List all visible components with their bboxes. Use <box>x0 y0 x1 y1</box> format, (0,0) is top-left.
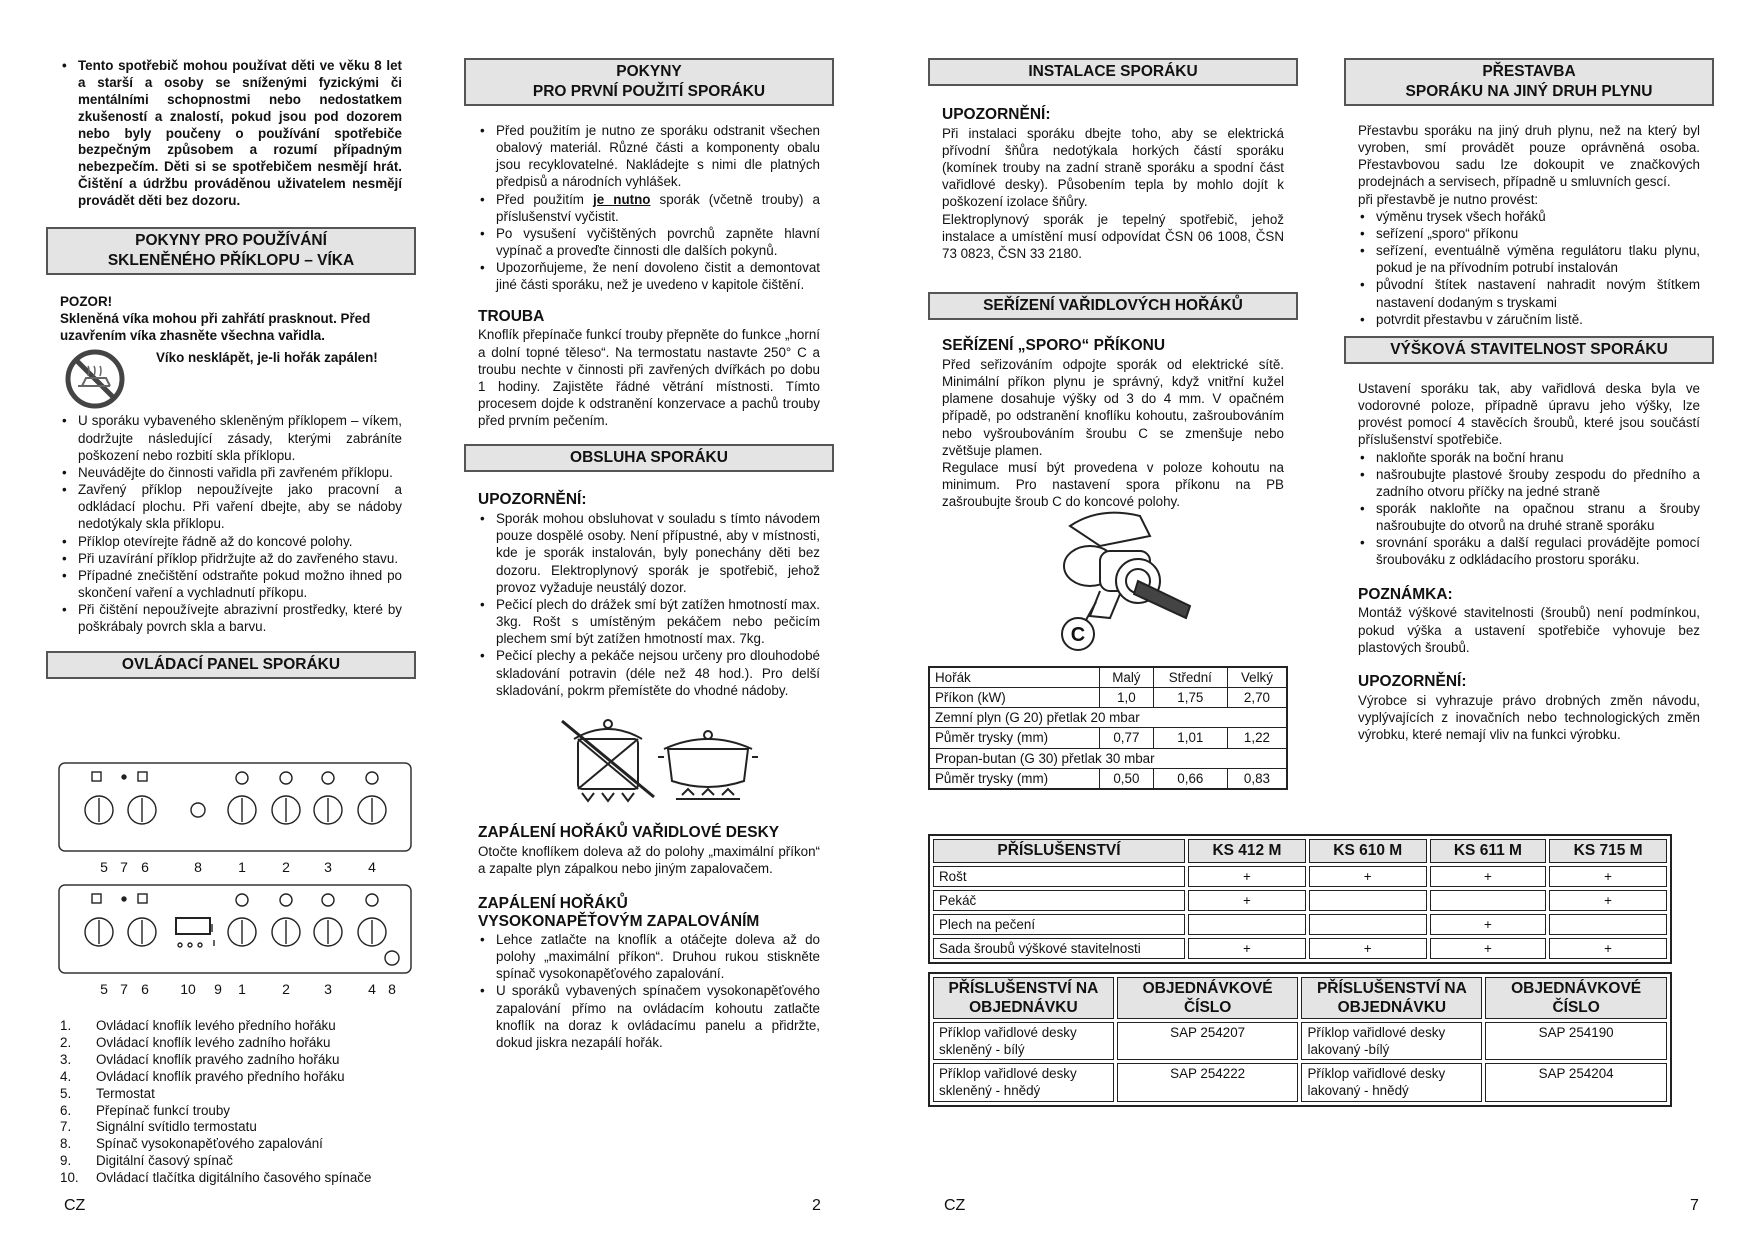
header-line: PŘESTAVBA <box>1482 63 1576 80</box>
list-item: • Při uzavírání příklop přidržujte až do zavřeného stavu. <box>78 550 402 567</box>
panel-label: 2 <box>282 859 290 875</box>
pot-on-burner-illustration <box>478 711 820 803</box>
vn-zapaleni-title: ZAPÁLENÍ HOŘÁKŮ VYSOKONAPĚŤOVÝM ZAPALOVÁNÍM <box>478 895 760 931</box>
legend-item: 9. Digitální časový spínač <box>60 1153 233 1169</box>
header-line: POKYNY PRO POUŽÍVÁNÍ <box>135 232 327 250</box>
table-header-cell: OBJEDNÁVKOVÉ ČÍSLO <box>1117 977 1299 1019</box>
list-item: • Neuvádějte do činnosti vařidla při zavřeném příklopu. <box>78 464 402 481</box>
legend-item: 7. Signální svítidlo termostatu <box>60 1119 257 1135</box>
panel-label: 4 <box>368 981 376 997</box>
table-cell: 1,01 <box>1153 728 1227 748</box>
legend-item: 3. Ovládací knoflík pravého zadního hořáku <box>60 1051 340 1067</box>
legend-item: 8. Spínač vysokonapěťového zapalování <box>60 1136 323 1152</box>
panel-label: 9 <box>214 981 222 997</box>
zapaleni-title: ZAPÁLENÍ HOŘÁKŮ VAŘIDLOVÉ DESKY <box>478 823 780 841</box>
table-cell: + <box>1309 938 1427 959</box>
header-line: PRO PRVNÍ POUŽITÍ SPORÁKU <box>532 83 766 100</box>
upozorneni-text: Výrobce si vyhrazuje právo drobných změn návodu, vyplývajících z inovačních nebo technologických změn výrobku, které nemají vliv na funkci výrobku. <box>1358 692 1700 743</box>
table-cell: + <box>1188 938 1306 959</box>
sporo-text-2: Regulace musí být provedena v poloze kohoutu na minimum. Pro nastavení spora příkonu na PB zašroubujte šroub C do koncové polohy. <box>942 459 1284 510</box>
table-row <box>929 748 1287 768</box>
header-line: SKLENĚNÉHO PŘÍKLOPU – VÍKA <box>107 252 355 270</box>
table-cell: + <box>1430 938 1547 959</box>
upozorneni-title: UPOZORNĚNÍ: <box>1358 672 1467 690</box>
table-row <box>929 688 1287 708</box>
table-header-cell: KS 715 M <box>1549 839 1667 863</box>
table-cell: SAP 254190 <box>1485 1022 1667 1060</box>
panel-label: 1 <box>238 859 246 875</box>
vn-zapaleni-list <box>478 931 820 1051</box>
table-cell <box>1188 914 1306 935</box>
control-panel-diagram-1 <box>56 760 416 875</box>
header-line: SPORÁKU NA JINÝ DRUH PLYNU <box>1405 83 1653 100</box>
prestavba-list <box>1358 208 1700 328</box>
instalace-text-1: Při instalaci sporáku dbejte toho, aby se elektrická přívodní šňůra nedotýkala horkých částí sporáku (komínek trouby na zadní straně sporáku a spodní část vařidlové desky). Působením tepla by mohlo dojít k poškození izolace šňůry. <box>942 125 1284 210</box>
table-row <box>929 667 1287 688</box>
legend-item: 6. Přepínač funkcí trouby <box>60 1102 230 1118</box>
list-item: • výměnu trysek všech hořáků <box>1376 208 1700 225</box>
upozorneni-title: UPOZORNĚNÍ: <box>478 491 587 509</box>
panel-label: 8 <box>388 981 396 997</box>
list-item: • seřízení „sporo“ příkonu <box>1376 225 1700 242</box>
table-cell: Půměr trysky (mm) <box>929 768 1100 789</box>
list-item: • Lehce zatlačte na knoflík a otáčejte doleva až do polohy „maximální příkon“. Druhou rukou stiskněte spínač vysokonapěťového zapalování. <box>496 931 820 982</box>
list-item: • U sporáku vybaveného skleněným příklopem – víkem, dodržujte následující zásady, kterými zabráníte poškození nebo rozbití skla příklopu. <box>78 412 402 463</box>
legend-item: 10. Ovládací tlačítka digitálního časového spínače <box>60 1170 372 1186</box>
obsluha-header: OBSLUHA SPORÁKU <box>464 444 834 472</box>
table-cell: Malý <box>1100 667 1154 688</box>
sporo-text-1: Před seřizováním odpojte sporák od elektrické sítě. Minimální příkon plynu je správný, když vnitřní kužel plamene dosahuje výšky od 3 do 4 mm. V opačném případě, po odstranění knoflíku kohoutu, zašroubováním nebo vyšroubováním šroubu C se zmenšuje nebo zvětšuje plamen. <box>942 356 1284 458</box>
panel-label: 4 <box>368 859 376 875</box>
panel-label: 6 <box>141 859 149 875</box>
lid-instructions-header <box>46 227 416 275</box>
table-cell <box>1549 914 1667 935</box>
table-header-cell: PŘÍSLUŠENSTVÍ <box>933 839 1185 863</box>
burner-table <box>928 666 1288 790</box>
table-cell: Příklop vařidlové desky lakovaný -bílý <box>1301 1022 1482 1060</box>
table-header-cell: PŘÍSLUŠENSTVÍ NA OBJEDNÁVKU <box>1301 977 1482 1019</box>
table-cell: + <box>1188 890 1306 911</box>
vyska-header: VÝŠKOVÁ STAVITELNOST SPORÁKU <box>1344 336 1714 364</box>
list-item: • Pečicí plech do drážek smí být zatížen hmotností max. 3kg. Rošt s umístěným pekáčem nebo pečicím plechem smí být zatížen hmotností max. 7kg. <box>496 596 820 647</box>
panel-label: 5 <box>100 859 108 875</box>
table-header-cell: PŘÍSLUŠENSTVÍ NA OBJEDNÁVKU <box>933 977 1114 1019</box>
column-2 <box>478 58 820 1051</box>
table-cell: Půměr trysky (mm) <box>929 728 1100 748</box>
table-cell: + <box>1549 866 1667 887</box>
table-header-cell: KS 611 M <box>1430 839 1547 863</box>
table-cell: SAP 254222 <box>1117 1063 1299 1101</box>
table-cell: Hořák <box>929 667 1100 688</box>
list-item: • Před použitím je nutno ze sporáku odstranit všechen obalový materiál. Různé části a komponenty obalu jsou recyklovatelné. Nakládejte s nimi dle platných předpisů a národních vyhlášek. <box>496 122 820 191</box>
table-cell: + <box>1549 890 1667 911</box>
list-item: • Případné znečištění odstraňte pokud možno ihned po skončení vaření a vychladnutí příkopu. <box>78 567 402 601</box>
pozor-block <box>60 293 402 344</box>
pozor-text: Skleněná víka mohou při zahřátí prasknout. Před uzavřením víka zhasněte všechna vařidla. <box>60 311 371 344</box>
table-cell: Příklop vařidlové desky skleněný - hnědý <box>933 1063 1114 1101</box>
table-cell: 0,77 <box>1100 728 1154 748</box>
screw-c-label: C <box>1070 624 1086 646</box>
list-item: • Sporák mohou obsluhovat v souladu s tímto návodem pouze dospělé osoby. Není přípustné, aby v místnosti, kde je sporák instalován, byly ponechány děti bez dozoru. Elektroplynový sporák je spotřebič, jehož provoz vyžaduje neustálý dozor. <box>496 510 820 596</box>
obsluha-list <box>478 510 820 699</box>
table-cell: + <box>1430 866 1547 887</box>
table-row <box>933 1063 1667 1101</box>
table-header-cell: OBJEDNÁVKOVÉ ČÍSLO <box>1485 977 1667 1019</box>
table-cell: SAP 254207 <box>1117 1022 1299 1060</box>
first-use-header <box>464 58 834 106</box>
table-cell: + <box>1309 866 1427 887</box>
table-row <box>933 890 1667 911</box>
header-line: POKYNY <box>616 63 682 80</box>
list-item: • Po vysušení vyčištěných povrchů zapněte hlavní vypínač a proveďte činnosti dle dalších pokynů. <box>496 225 820 259</box>
lid-rules-list <box>60 412 402 635</box>
panel-label: 7 <box>120 859 128 875</box>
page-number: 2 <box>812 1197 821 1214</box>
table-row <box>933 938 1667 959</box>
serizeni-header: SEŘÍZENÍ VAŘIDLOVÝCH HOŘÁKŮ <box>928 292 1298 320</box>
list-item: • původní štítek nastavení nahradit novým štítkem nastavení dodaným s tryskami <box>1376 276 1700 310</box>
list-item: • Upozorňujeme, že není dovoleno čistit a demontovat jiné části sporáku, než je uvedeno v kapitole čištění. <box>496 259 820 293</box>
lid-note: Víko nesklápět, je-li hořák zapálen! <box>156 350 378 366</box>
prestavba-text: Přestavbu sporáku na jiný druh plynu, než na který byl vyroben, smí provádět pouze oprávněná osoba. Přestavbovou sadu lze dokoupit ve značkových prodejnách a servisech, případně u smluvních gescí. <box>1358 123 1700 190</box>
table-cell: + <box>1188 866 1306 887</box>
table-cell: + <box>1549 938 1667 959</box>
list-item: • Před použitím je nutno sporák (včetně trouby) a příslušenství vyčistit. <box>496 191 820 225</box>
table-cell: Plech na pečení <box>933 914 1185 935</box>
table-cell: 0,50 <box>1100 768 1154 789</box>
table-row <box>933 914 1667 935</box>
list-item: • potvrdit přestavbu v záručním listě. <box>1376 311 1700 328</box>
table-cell: 1,75 <box>1153 688 1227 708</box>
table-cell <box>1309 914 1427 935</box>
column-1 <box>60 58 402 679</box>
table-cell: Pekáč <box>933 890 1185 911</box>
footer-language: CZ <box>64 1197 86 1214</box>
trouba-title: TROUBA <box>478 307 545 325</box>
pozor-label: POZOR! <box>60 294 113 310</box>
table-cell: Příklop vařidlové desky skleněný - bílý <box>933 1022 1114 1060</box>
list-item: • nakloňte sporák na boční hranu <box>1376 449 1700 466</box>
poznamka-text: Montáž výškové stavitelnosti (šroubů) není podmínkou, pokud výška a ustavení spotřebiče vyhovuje bez plastových šroubů. <box>1358 605 1700 655</box>
list-item: • srovnání sporáku a další regulaci provádějte pomocí šroubováku z odkládacího prostoru sporáku. <box>1376 534 1700 568</box>
list-item: • našroubujte plastové šrouby zespodu do předního a zadního otvoru příčky na jedné straně <box>1376 466 1700 500</box>
first-use-list <box>478 122 820 294</box>
panel-label: 3 <box>324 859 332 875</box>
legend-item: 1. Ovládací knoflík levého předního hořáku <box>60 1018 336 1033</box>
list-item: • Tento spotřebič mohou používat děti ve věku 8 let a starší a osoby se sníženými fyzickými či mentálními schopnostmi nebo nedostatkem zkušeností a znalostí, pokud jsou pod dozorem nebo byly poučeny o používání spotřebiče bezpečným způsobem a rozumí případným nebezpečím. Děti si se spotřebičem nesmějí hrát. Čištění a údržbu prováděnou uživatelem nesmějí provádět děti bez dozoru. <box>78 58 402 210</box>
table-row <box>933 1022 1667 1060</box>
legend-item: 2. Ovládací knoflík levého zadního hořáku <box>60 1034 331 1050</box>
list-item: • Při čištění nepoužívejte abrazivní prostředky, které by poškrábaly povrch skla a barvu. <box>78 601 402 635</box>
upozorneni-title: UPOZORNĚNÍ: <box>942 106 1051 123</box>
list-item: • seřízení, eventuálně výměna regulátoru tlaku plynu, pokud je na přívodním potrubí instalován <box>1376 242 1700 276</box>
table-cell: 0,66 <box>1153 768 1227 789</box>
list-item: • Zavřený příklop nepoužívejte jako pracovní a odkládací plochu. Při vaření dbejte, aby se nádoby nedotýkaly skla příklopu. <box>78 481 402 532</box>
vyska-text: Ustavení sporáku tak, aby vařidlová deska byla ve vodorovné poloze, případně úpravu jeho výšky, lze provést pomocí 4 stavěcích šroubů, které jsou součástí příslušenství spotřebiče. <box>1358 380 1700 448</box>
instalace-text-2: Elektroplynový sporák je tepelný spotřebič, jehož instalace a umístění musí odpovídat ČSN 06 1008, ČSN 73 0823, ČSN 33 2180. <box>942 211 1284 261</box>
table-cell: Velký <box>1227 667 1287 688</box>
panel-label: 5 <box>100 981 108 997</box>
panel-label: 7 <box>120 981 128 997</box>
table-row <box>929 768 1287 789</box>
zapaleni-text: Otočte knoflíkem doleva až do polohy „maximální příkon“ a zapalte plyn zápalkou nebo jiným zapalovačem. <box>478 843 820 876</box>
control-legend <box>60 1018 420 1187</box>
table-cell: Rošt <box>933 866 1185 887</box>
legend-item: 4. Ovládací knoflík pravého předního hořáku <box>60 1068 345 1084</box>
prestavba-header <box>1344 58 1714 106</box>
table-cell: Příklop vařidlové desky lakovaný - hnědý <box>1301 1063 1482 1101</box>
prestavba-intro: při přestavbě je nutno provést: <box>1358 191 1539 207</box>
table-cell: SAP 254204 <box>1485 1063 1667 1101</box>
page-number: 7 <box>1690 1197 1699 1214</box>
table-cell: 0,83 <box>1227 768 1287 789</box>
poznamka-title: POZNÁMKA: <box>1358 585 1453 603</box>
table-cell: Propan-butan (G 30) přetlak 30 mbar <box>929 748 1287 768</box>
order-table <box>928 972 1672 1107</box>
table-row <box>929 708 1287 728</box>
vyska-list <box>1358 449 1700 569</box>
child-safety-warning <box>60 58 402 210</box>
list-item: • sporák nakloňte na opačnou stranu a šrouby našroubujte do otvorů na druhé straně sporáku <box>1376 500 1700 534</box>
table-cell: Zemní plyn (G 20) přetlak 20 mbar <box>929 708 1287 728</box>
table-cell: 1,0 <box>1100 688 1154 708</box>
table-cell: 1,22 <box>1227 728 1287 748</box>
panel-label: 2 <box>282 981 290 997</box>
instalace-header: INSTALACE SPORÁKU <box>928 58 1298 86</box>
panel-label: 10 <box>180 981 196 997</box>
table-row <box>933 866 1667 887</box>
control-panel-diagram-2 <box>56 882 416 1002</box>
table-header-cell: KS 610 M <box>1309 839 1427 863</box>
table-cell <box>1430 890 1547 911</box>
table-row <box>933 977 1667 1019</box>
panel-label: 8 <box>194 859 202 875</box>
column-4 <box>1358 58 1700 743</box>
trouba-text: Knoflík přepínače funkcí trouby přepněte do funkce „horní a dolní topné těleso“. Na termostatu nastavte 250° C a troubu nechte v činnosti při zavřených dvířkách po dobu 1 hodiny. Zajistěte řádné větrání místnosti. Tímto procesem dojde k odstranění konzervace a pachů trouby před prvním pečením. <box>478 327 820 429</box>
list-item: • Příklop otevírejte řádně až do koncové polohy. <box>78 533 402 550</box>
table-cell <box>1309 890 1427 911</box>
panel-label: 6 <box>141 981 149 997</box>
sporo-title: SEŘÍZENÍ „SPORO“ PŘÍKONU <box>942 337 1166 355</box>
table-cell: Příkon (kW) <box>929 688 1100 708</box>
list-item: • U sporáků vybavených spínačem vysokonapěťového zapalování přímo na ovládacím kohoutu zatlačte knoflík na doraz k ovládacímu panelu a přidržte, dokud jiskra nezapálí hořák. <box>496 982 820 1051</box>
accessories-table <box>928 834 1672 964</box>
footer-language: CZ <box>944 1197 966 1214</box>
table-cell: 2,70 <box>1227 688 1287 708</box>
table-cell: Sada šroubů výškové stavitelnosti <box>933 938 1185 959</box>
list-item: • Pečicí plechy a pekáče nejsou určeny pro dlouhodobé skladování potravin (déle než 48 hod.). Pro delší skladování, pokrm přemístěte do vhodné nádoby. <box>496 647 820 698</box>
table-cell: + <box>1430 914 1547 935</box>
table-row <box>933 839 1667 863</box>
panel-label: 1 <box>238 981 246 997</box>
column-3 <box>942 58 1284 510</box>
legend-item: 5. Termostat <box>60 1085 155 1101</box>
lid-warning-row <box>60 346 402 410</box>
table-header-cell: KS 412 M <box>1188 839 1306 863</box>
no-lid-closing-icon <box>62 348 128 410</box>
panel-label: 3 <box>324 981 332 997</box>
table-cell: Střední <box>1153 667 1227 688</box>
gas-valve-illustration <box>1030 506 1200 656</box>
table-row <box>929 728 1287 748</box>
control-panel-header: OVLÁDACÍ PANEL SPORÁKU <box>46 651 416 679</box>
